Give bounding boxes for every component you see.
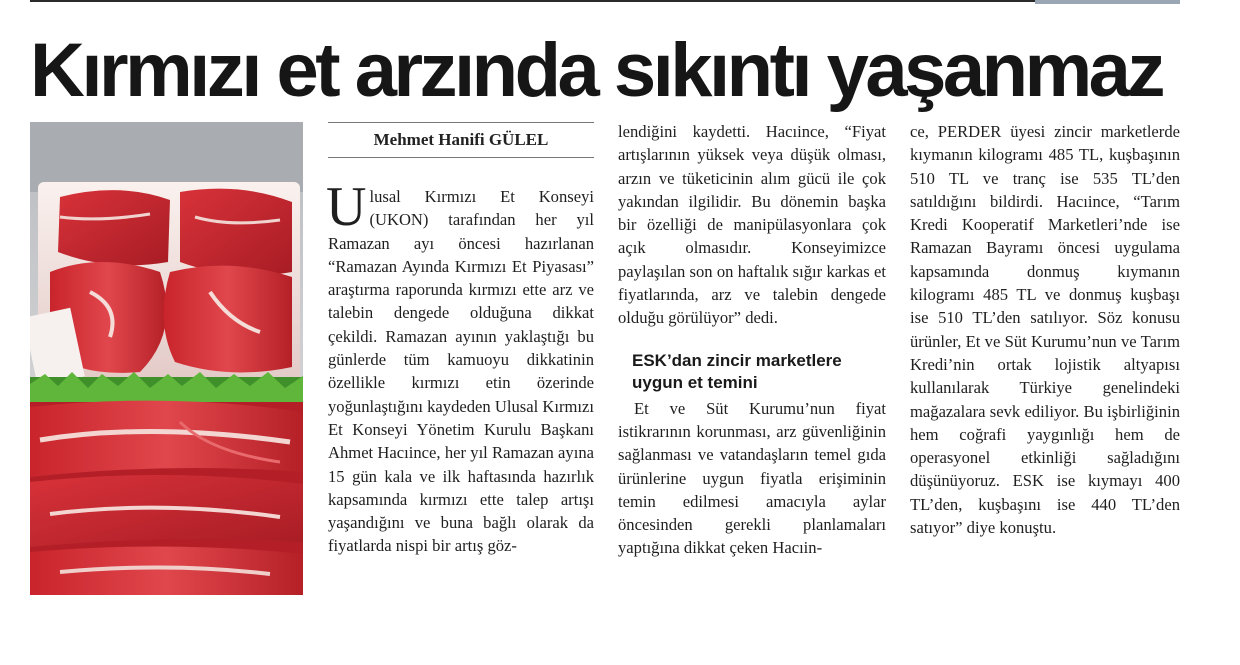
drop-cap: U	[326, 176, 367, 238]
column-2-text: lendiğini kaydetti. Hacıince, “Fiyat artışlarının yüksek veya düşük olması, arzın ve tüketicinin alım gücü ile çok yakından ilgilidir. Bu dönemin başka bir özelliği de manipülasyonlara çok açık olmasıdır. Konseyimizce paylaşılan son on haftalık sığır karkas et fiyatlarında, arz ve talebin dengede olduğu görülüyor” dedi.	[618, 122, 886, 328]
article-subheading: ESK’dan zincir marketlere uygun et temini	[632, 350, 842, 392]
column-2-text-continued: Et ve Süt Kurumu’nun fiyat istikrarının korunması, arz güvenliğinin sağlanması ve vatandaşların temel gıda ürünlerine uygun fiyatla erişiminin temin edilmesi amacıyla aylar öncesinden gerekli planlamaları yaptığına dikkat çeken Hacıin-	[618, 398, 886, 558]
article-column-1	[326, 176, 594, 558]
meat-photo	[30, 122, 303, 595]
top-rule-accent	[1035, 0, 1180, 4]
meat-photo-illustration	[30, 122, 303, 595]
top-rule	[30, 0, 1180, 2]
column-3-text: ce, PERDER üyesi zincir marketlerde kıymanın kilogramı 485 TL, kuşbaşının 510 TL ve tranç ise 535 TL’den satıldığını bildirdi. Hacıince, “Tarım Kredi Kooperatif Marketleri’nde ise Ramazan Bayramı öncesi uygulama kapsamında donmuş kıymanın kilogramı 485 TL ve donmuş kuşbaşı ise 510 TL’den satılıyor. Söz konusu ürünler, Et ve Süt Kurumu’nun ve Tarım Kredi’nin ortak lojistik altyapısı kullanılarak Türkiye genelindeki mağazalara sevk ediliyor. Bu işbirliğinin hem coğrafi yaygınlığı hem de operasyonel etkinliği sağladığını düşünüyoruz. ESK ise kıymayı 400 TL’den, kuşbaşını ise 440 TL’den satıyor” diye konuştu.	[910, 122, 1180, 538]
article-column-2	[618, 120, 886, 560]
article-headline: Kırmızı et arzında sıkıntı yaşanmaz	[30, 28, 1162, 113]
column-1-text: lusal Kırmızı Et Konseyi (UKON) tarafından her yıl Ramazan ayı öncesi hazırlanan “Ramazan Ayında Kırmızı Et Piyasası” araştırma raporunda kırmızı ette arz ve talebin dengede olduğuna dikkat çekildi. Ramazan ayının yaklaştığı bu günlerde tüm kamuoyu dikkatinin özellikle kırmızı etin özerinde yoğunlaştığını kaydeden Ulusal Kırmızı Et Konseyi Yönetim Kurulu Başkanı Ahmet Hacıince, her yıl Ramazan ayına 15 gün kala ve ilk haftasında hazırlık kapsamında kırmızı ette talep artışı yaşandığını ve buna bağlı olarak da fiyatlarda nispi bir artış göz-	[328, 187, 594, 556]
author-byline: Mehmet Hanifi GÜLEL	[373, 130, 549, 149]
byline-box	[328, 122, 594, 158]
article-column-3	[910, 120, 1180, 539]
